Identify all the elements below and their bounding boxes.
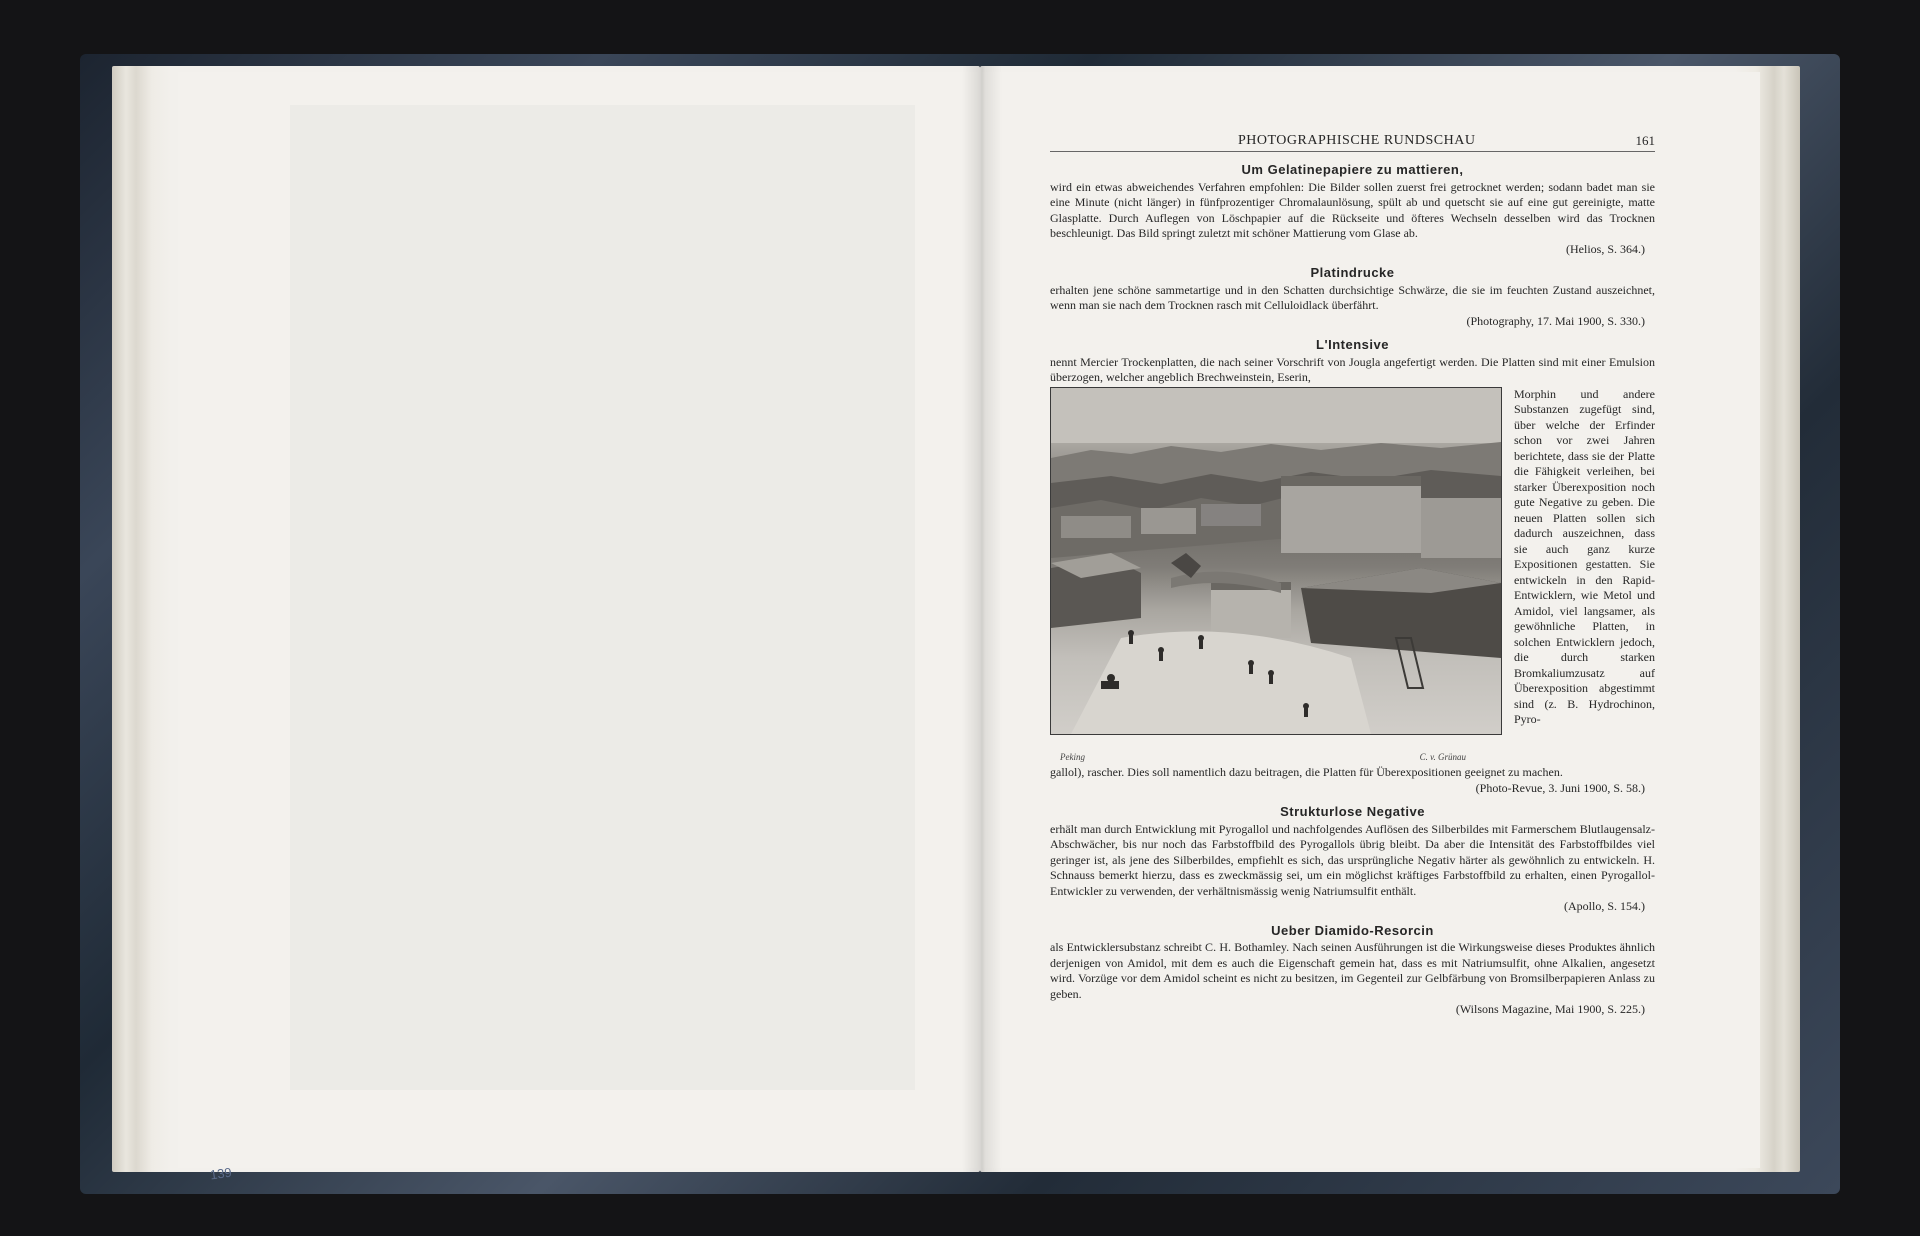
section-text: wird ein etwas abweichendes Verfahren empfohlen: Die Bilder sollen zuerst frei getrocknet werden; sodann badet man sie eine Minute (nicht länger) in fünfprozentiger Chromalaunlösung, spült ab und quetscht sie auf eine gut gereinigte, matte Glasplatte. Durch Auflegen von Löschpapier auf die Rückseite und öfteres Wechseln desselben wird das Trocknen beschleunigt. Das Bild springt zuletzt mit schöner Mattierung vom Glase ab. [1050,179,1655,240]
section-citation: (Apollo, S. 154.) [1564,899,1645,913]
figure-caption [1050,750,1502,766]
section-citation: (Photo-Revue, 3. Juni 1900, S. 58.) [1475,780,1645,795]
photo-illustration [1051,388,1501,734]
book-gutter [962,66,1002,1172]
section-title: L'Intensive [1316,337,1389,352]
folio-mark: 139 [209,1164,233,1183]
section-citation: (Helios, S. 364.) [1566,241,1645,256]
running-head [1050,128,1655,152]
caption-photographer: C. v. Grünau [1419,751,1466,762]
section-platindrucke [1050,265,1655,329]
page-content [1050,128,1655,1018]
section-text: als Entwicklersubstanz schreibt C. H. Bothamley. Nach seinen Ausführungen ist die Wirkungsweise dieses Produktes ähnlich derjenigen von Amidol, mit dem es auch die Eigenschaft gemein hat, dass es mit Natriumsulfit, ohne Alkalien, angesetzt wird. Vorzüge vor dem Amidol scheint es nicht zu besitzen, im Gegenteil zur Gelbfärbung von Bromsilberpapieren Anlass zu geben. [1050,940,1655,1001]
section-strukturlose-negative [1050,804,1655,915]
page-number: 161 [1635,132,1655,148]
photo-peking-street [1050,387,1502,735]
section-text: erhält man durch Entwicklung mit Pyrogallol und nachfolgendes Auflösen des Silberbildes mit Farmerschem Blutlaugensalz-Abschwächer, bis nur noch das Farbstoffbild des Pyrogallols übrig bleibt. Da aber die Intensität des Farbstoffbildes viel geringer ist, als jene des Silberbildes, empfiehlt es sich, das ursprüngliche Negativ härter als gewöhnlich zu entwickeln. H. Schnauss bemerkt hierzu, dass es zweckmässig sei, um ein möglichst kräftiges Farbstoffbild zu erhalten, einen Pyrogallol-Entwickler zu verwenden, der verhältnismässig wenig Natriumsulfit enthält. [1050,821,1655,898]
running-head-title: PHOTOGRAPHISCHE RUNDSCHAU [1238,132,1476,148]
left-page-show-through [290,105,915,1090]
caption-place: Peking [1060,751,1085,762]
section-diamido-resorcin [1050,923,1655,1018]
section-citation: (Wilsons Magazine, Mai 1900, S. 225.) [1455,1002,1645,1016]
figure-row [1050,387,1655,766]
section-title: Strukturlose Negative [1280,804,1425,819]
section-text-beside-figure: Morphin und andere Substanzen zugefügt sind, über welche der Erfinder schon vor zwei Jahren berichtete, dass sie der Platte die Fähigkeit verleihen, bei starker Überexposition noch gute Negative zu geben. Die neuen Platten sollen sich dadurch auszeichnen, dass sie auch ganz kurze Expositionen gestatten. Sie entwickeln in den Rapid-Entwicklern, wie Metol und Amidol, viel langsamer, als gewöhnliche Platten, in solchen Entwicklern jedoch, die durch starken Bromkaliumzusatz auf Überexposition abgestimmt sind (z. B. Hydrochinon, Pyro- [1514,386,1655,726]
section-text-after-figure: gallol), rascher. Dies soll namentlich dazu beitragen, die Platten für Überexpositionen geeignet zu machen. [1050,765,1563,779]
section-gelatinepapiere [1050,162,1655,257]
section-text: erhalten jene schöne sammetartige und in den Schatten durchsichtige Schwärze, die sie im feuchten Zustand auszeichnet, wenn man sie nach dem Trocknen rasch mit Celluloidlack überfährt. [1050,282,1655,312]
section-title: Platindrucke [1310,265,1395,280]
section-title: Um Gelatinepapiere zu mattieren, [1241,162,1464,177]
section-text-before-figure: nennt Mercier Trockenplatten, die nach seiner Vorschrift von Jougla angefertigt werden. Die Platten sind mit einer Emulsion überzogen, welcher angeblich Brechweinstein, Eserin, [1050,354,1655,384]
section-title: Ueber Diamido-Resorcin [1271,922,1434,938]
figure [1050,387,1502,766]
section-citation: (Photography, 17. Mai 1900, S. 330.) [1466,313,1645,328]
section-intensive [1050,337,1655,796]
